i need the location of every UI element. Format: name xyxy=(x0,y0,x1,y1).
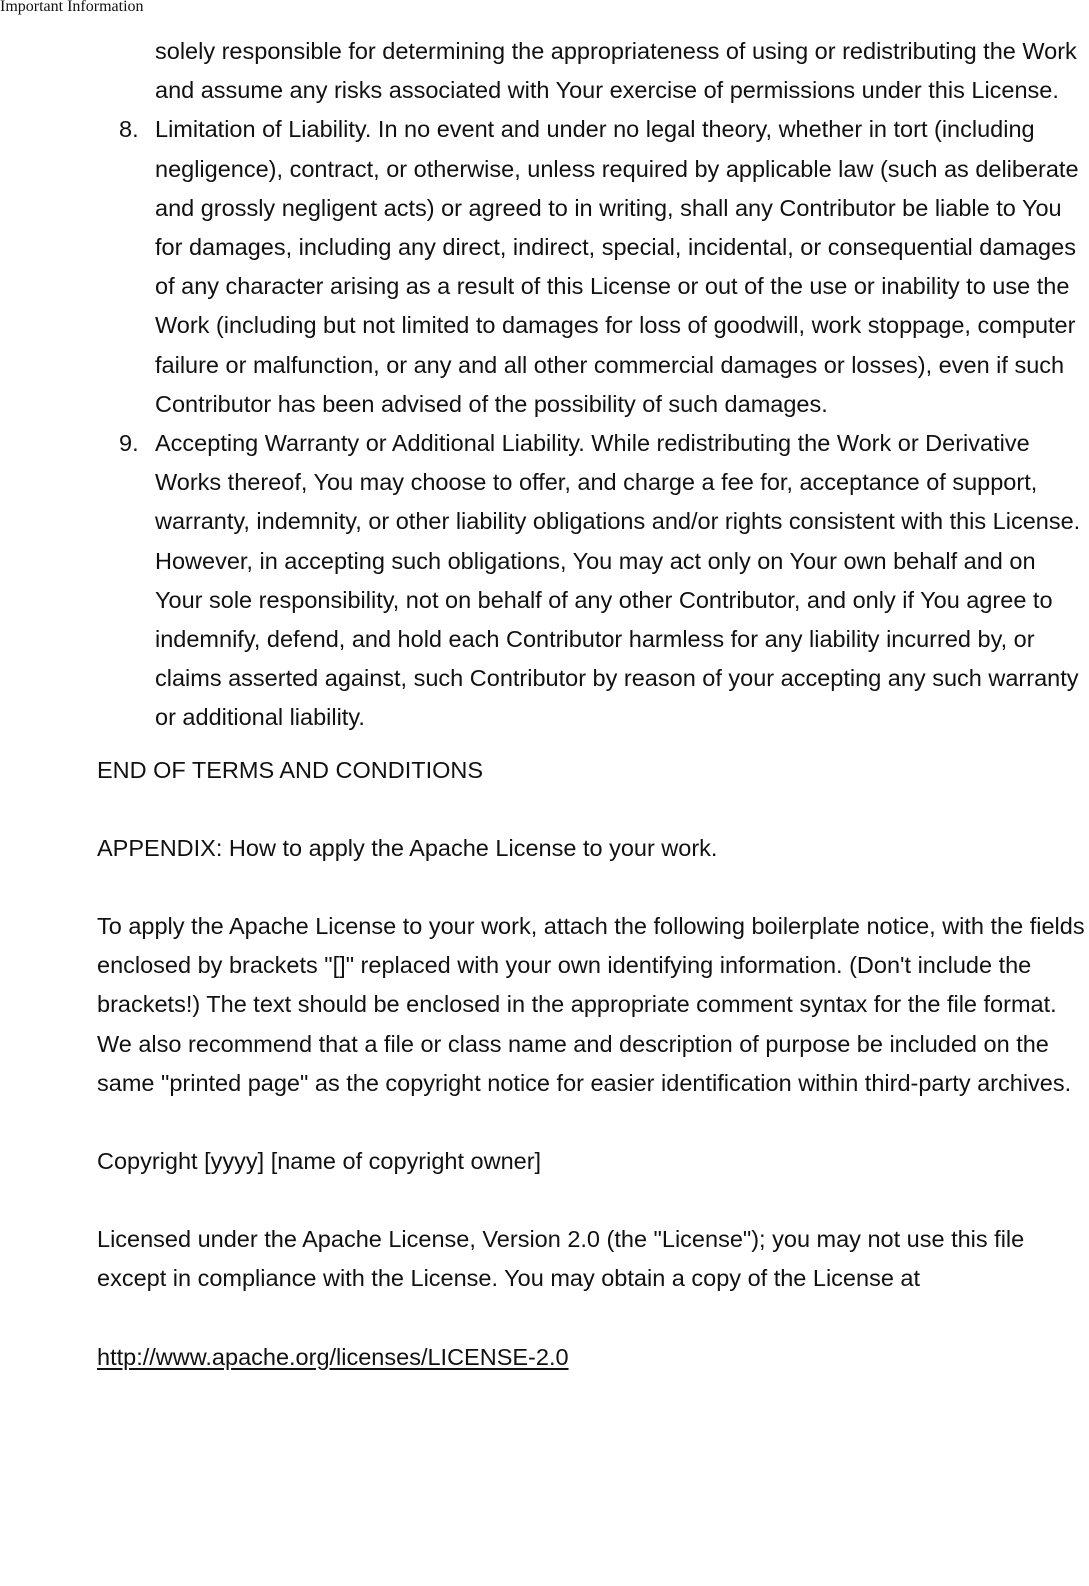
list-item-text: Accepting Warranty or Additional Liability. While redistributing the Work or Derivative Works thereof, You may choose to offer, and charge a fee for, acceptance of support, warranty, indemnity, or other liability obligations and/or rights consistent with this License. However, in accepting such obligations, You may act only on Your own behalf and on Your sole responsibility, not on behalf of any other Contributor, and only if You agree to indemnify, defend, and hold each Contributor harmless for any liability incurred by, or claims asserted against, such Contributor by reason of your accepting any such warranty or additional liability. xyxy=(155,430,1081,731)
list-item-number: 8. xyxy=(119,116,139,143)
page-header-title: Important Information xyxy=(0,0,144,15)
section-7-continuation: solely responsible for determining the appropriateness of using or redistributing the Work and assume any risks associated with Your exercise of permissions under this License. xyxy=(155,38,1077,104)
appendix-body: To apply the Apache License to your work, attach the following boilerplate notice, with the fields enclosed by brackets "[]" replaced with your own identifying information. (Don't include the brackets!) The text should be enclosed in the appropriate comment syntax for the file format. We also recommend that a file or class name and description of purpose be included on the same "printed page" as the copyright notice for easier identification within third-party archives. xyxy=(97,913,1085,1096)
document-body xyxy=(97,32,1087,1377)
copyright-line: Copyright [yyyy] [name of copyright owner] xyxy=(97,1148,542,1175)
list-item-text: Limitation of Liability. In no event and under no legal theory, whether in tort (including negligence), contract, or otherwise, unless required by applicable law (such as deliberate and grossly negligent acts) or agreed to in writing, shall any Contributor be liable to You for damages, including any direct, indirect, special, incidental, or consequential damages of any character arising as a result of this License or out of the use or inability to use the Work (including but not limited to damages for loss of goodwill, work stoppage, computer failure or malfunction, or any and all other commercial damages or losses), even if such Contributor has been advised of the possibility of such damages. xyxy=(155,116,1079,417)
license-url-link[interactable]: http://www.apache.org/licenses/LICENSE-2.0 xyxy=(97,1343,569,1370)
appendix-heading: APPENDIX: How to apply the Apache License to your work. xyxy=(97,834,718,861)
license-notice: Licensed under the Apache License, Version 2.0 (the "License"); you may not use this file except in compliance with the License. You may obtain a copy of the License at xyxy=(97,1226,1025,1292)
license-url-paragraph xyxy=(97,1338,1087,1377)
list-item-9 xyxy=(97,424,1087,738)
end-of-terms: END OF TERMS AND CONDITIONS xyxy=(97,756,484,783)
list-item-8 xyxy=(97,110,1087,424)
list-item-number: 9. xyxy=(119,430,139,457)
